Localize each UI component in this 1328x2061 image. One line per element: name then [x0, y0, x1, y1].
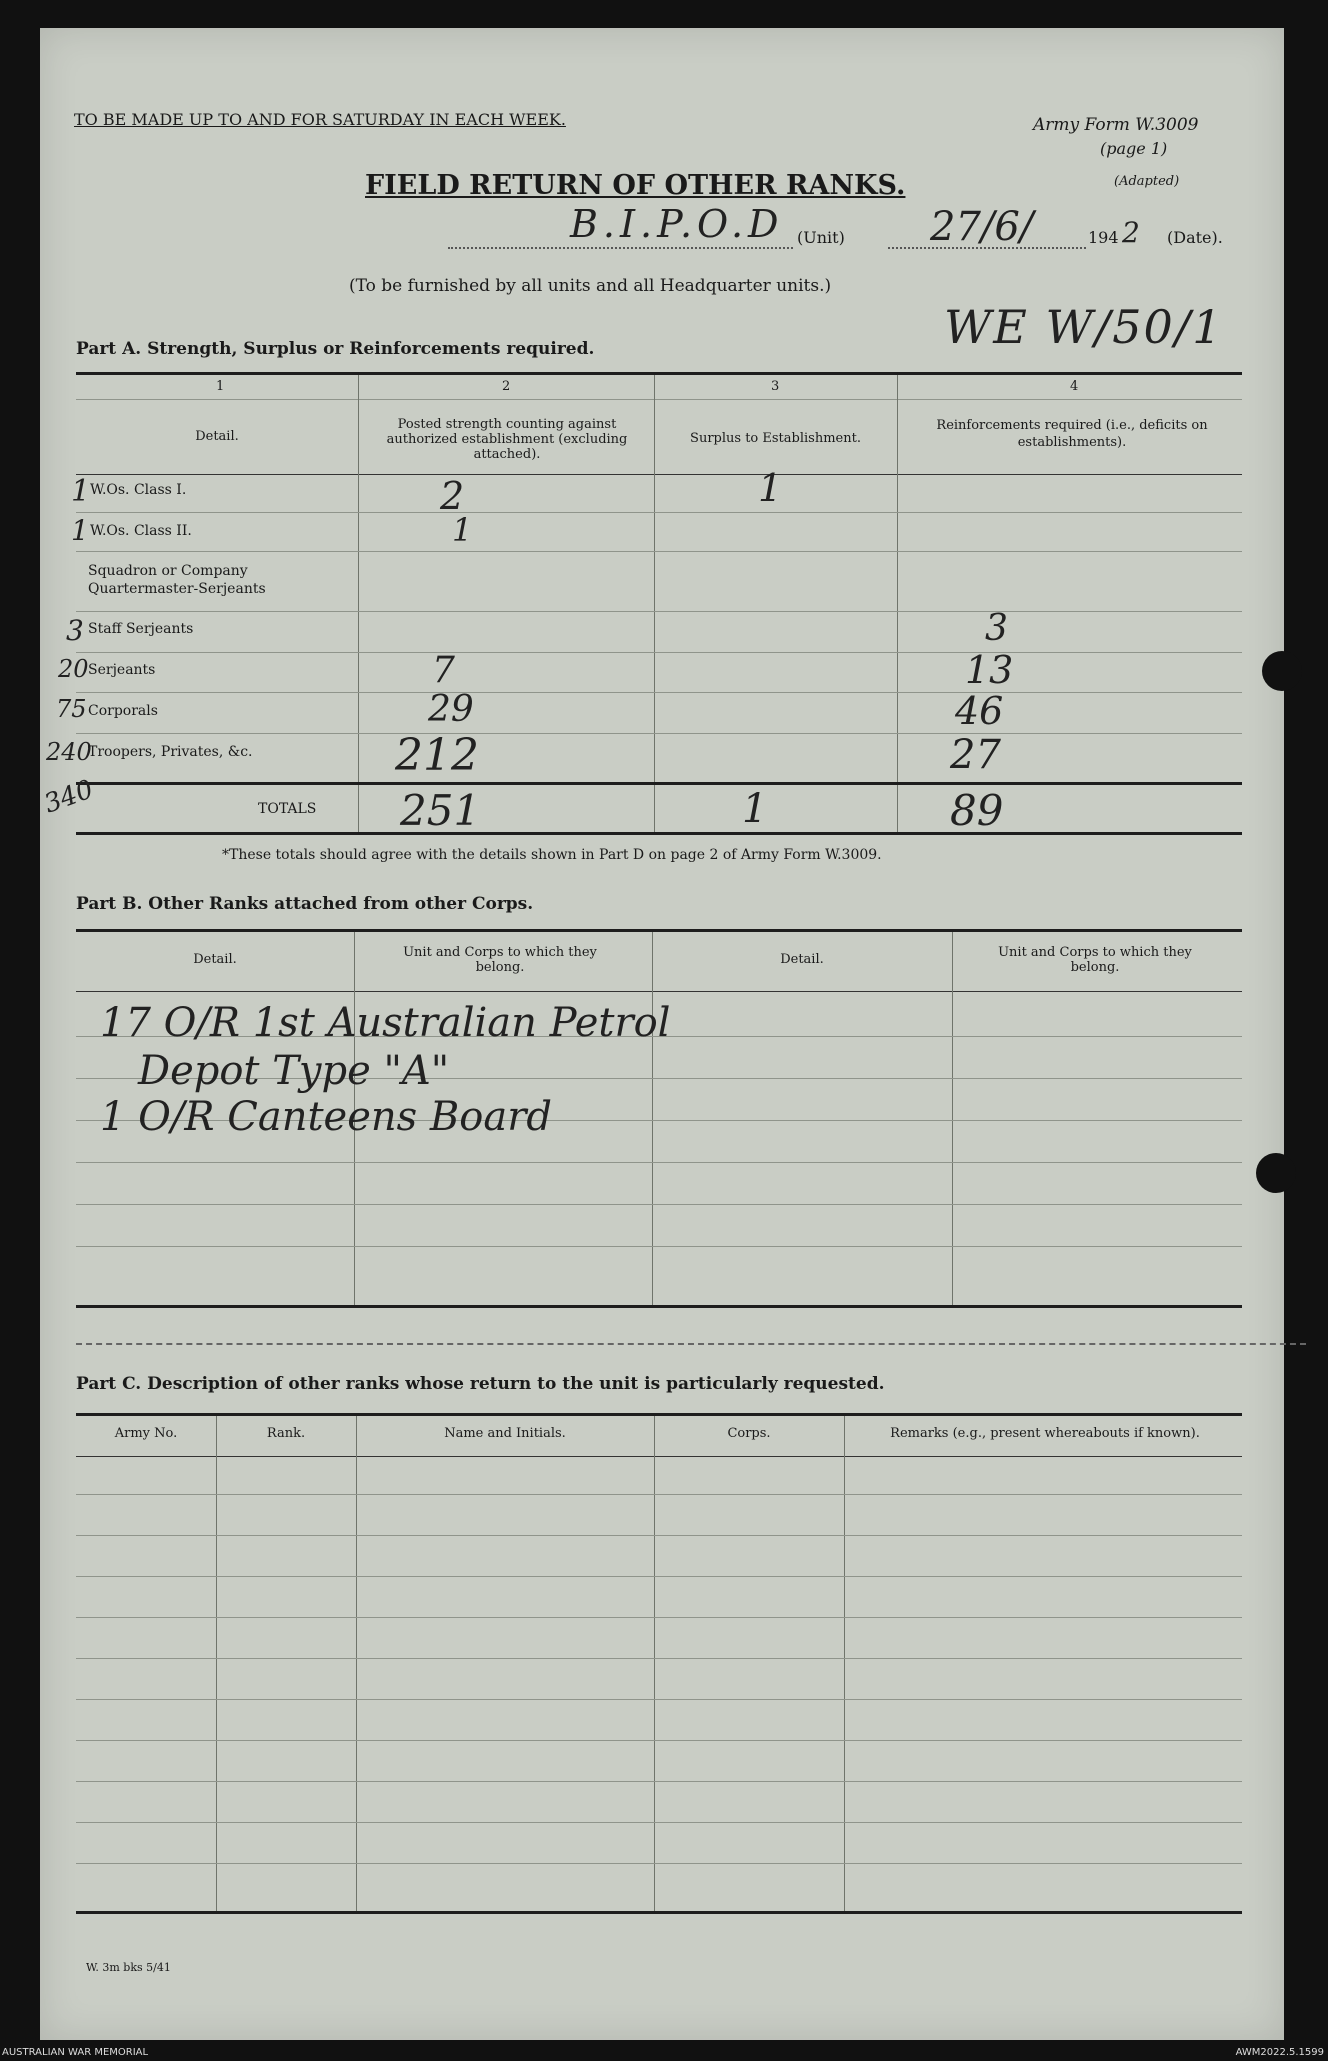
- row-detail: W.Os. Class I.: [90, 482, 187, 498]
- part-b-row-rule: [76, 1162, 1242, 1163]
- archive-footer: [0, 2046, 1328, 2061]
- row-posted: 29: [428, 689, 474, 730]
- totals-margin-number: 340: [40, 774, 98, 820]
- row-posted: 212: [395, 730, 479, 781]
- part-c-row-rule: [76, 1617, 1242, 1618]
- part-b-bottom-rule: [76, 1305, 1242, 1308]
- row-reinforcements: 46: [955, 689, 1004, 733]
- row-rule: [76, 512, 1242, 513]
- part-c-bottom-rule: [76, 1911, 1242, 1914]
- row-rule: [76, 611, 1242, 612]
- row-rule: [76, 652, 1242, 653]
- furnish-note: (To be furnished by all units and all Headquarter units.): [349, 276, 832, 296]
- part-c-col-rank: Rank.: [266, 1426, 306, 1441]
- row-margin-number: 3: [66, 614, 84, 647]
- part-b-header-rule: [76, 991, 1242, 992]
- part-b-col-unit-1: Unit and Corps to which they belong.: [403, 945, 597, 975]
- row-detail: Squadron or Company Quartermaster-Serjeants: [88, 563, 266, 597]
- part-a-heading: Part A. Strength, Surplus or Reinforcements required.: [76, 339, 595, 359]
- part-a-header-rule: [76, 474, 1242, 475]
- date-value: 27/6/: [930, 204, 1034, 250]
- part-c-row-rule: [76, 1822, 1242, 1823]
- totals-surplus: 1: [742, 786, 768, 832]
- form-name: Army Form W.3009: [1033, 115, 1199, 135]
- unit-value: B.I.P.O.D: [570, 202, 784, 246]
- row-detail: W.Os. Class II.: [90, 523, 192, 539]
- col-header-posted: Posted strength counting against authorized establishment (excluding attached).: [386, 417, 628, 462]
- row-detail: Serjeants: [88, 662, 156, 678]
- part-c-heading: Part C. Description of other ranks whose return to the unit is particularly requested.: [76, 1374, 885, 1394]
- part-c-row-rule: [76, 1535, 1242, 1536]
- page-label: (page 1): [1100, 139, 1168, 158]
- part-c-row-rule: [76, 1494, 1242, 1495]
- part-b-heading: Part B. Other Ranks attached from other Corps.: [76, 894, 534, 914]
- col-header-surplus: Surplus to Establishment.: [690, 431, 861, 446]
- attached-line-2: Depot Type "A": [138, 1048, 450, 1094]
- punch-hole-top: [1262, 651, 1302, 691]
- part-b-top-rule: [76, 929, 1242, 932]
- row-margin-number: 240: [46, 738, 92, 766]
- row-detail: Staff Serjeants: [88, 621, 194, 637]
- part-b-row-rule: [76, 1246, 1242, 1247]
- part-c-col-remarks: Remarks (e.g., present whereabouts if known).: [890, 1426, 1200, 1441]
- attached-line-1: 17 O/R 1st Australian Petrol: [100, 1000, 671, 1046]
- part-c-row-rule: [76, 1658, 1242, 1659]
- part-a-number-rule: [76, 399, 1242, 400]
- totals-top-rule: [76, 782, 1242, 785]
- row-rule: [76, 733, 1242, 734]
- row-margin-number: 1: [71, 514, 89, 547]
- archive-footer-left: AUSTRALIAN WAR MEMORIAL: [2, 2047, 149, 2058]
- punch-hole-bottom: [1256, 1153, 1296, 1193]
- part-c-row-rule: [76, 1863, 1242, 1864]
- attached-line-3: 1 O/R Canteens Board: [100, 1094, 552, 1140]
- adapted-label: (Adapted): [1114, 174, 1180, 189]
- part-c-row-rule: [76, 1781, 1242, 1782]
- row-margin-number: 20: [58, 655, 89, 683]
- unit-label: (Unit): [797, 228, 845, 247]
- row-reinforcements: 27: [950, 732, 1001, 778]
- row-posted: 2: [440, 474, 465, 518]
- part-c-top-rule: [76, 1413, 1242, 1416]
- totals-bottom-rule: [76, 832, 1242, 835]
- totals-posted: 251: [400, 786, 481, 835]
- part-c-col-divider-3: [654, 1416, 655, 1914]
- part-c-col-army-no: Army No.: [114, 1426, 178, 1441]
- part-c-row-rule: [76, 1576, 1242, 1577]
- col-number-4: 4: [1070, 379, 1079, 394]
- row-margin-number: 75: [56, 695, 87, 723]
- part-b-col-detail-1: Detail.: [193, 952, 237, 967]
- tear-line: [76, 1343, 1306, 1345]
- part-b-row-rule: [76, 1204, 1242, 1205]
- archive-footer-right: AWM2022.5.1599: [1235, 2047, 1324, 2058]
- print-code: W. 3m bks 5/41: [86, 1961, 171, 1974]
- part-b-col-unit-2: Unit and Corps to which they belong.: [998, 945, 1192, 975]
- year-prefix: 194: [1088, 228, 1119, 247]
- part-c-col-divider-1: [216, 1416, 217, 1914]
- row-posted: 1: [452, 511, 473, 549]
- row-reinforcements: 3: [985, 608, 1008, 649]
- notice-text: TO BE MADE UP TO AND FOR SATURDAY IN EACH WEEK.: [74, 110, 566, 129]
- totals-label: TOTALS: [258, 801, 317, 817]
- part-a-col-divider-3: [897, 375, 898, 834]
- col-number-2: 2: [502, 379, 511, 394]
- part-b-col-detail-2: Detail.: [780, 952, 824, 967]
- col-number-3: 3: [771, 379, 780, 394]
- row-detail: Corporals: [88, 703, 158, 719]
- part-a-footnote: *These totals should agree with the details shown in Part D on page 2 of Army Form W.3009.: [222, 847, 882, 863]
- year-suffix: 2: [1122, 216, 1140, 249]
- row-margin-number: 1: [71, 474, 91, 509]
- we-note: WE W/50/1: [944, 300, 1224, 354]
- totals-reinforcements: 89: [950, 786, 1004, 835]
- col-header-reinforcements: Reinforcements required (i.e., deficits on establishments).: [936, 418, 1208, 450]
- part-c-header-rule: [76, 1456, 1242, 1457]
- row-detail: Troopers, Privates, &c.: [88, 744, 253, 760]
- part-c-row-rule: [76, 1740, 1242, 1741]
- row-rule: [76, 692, 1242, 693]
- form-title: FIELD RETURN OF OTHER RANKS.: [365, 170, 906, 201]
- row-reinforcements: 13: [965, 648, 1014, 692]
- part-c-col-divider-2: [356, 1416, 357, 1914]
- row-posted: 7: [432, 650, 455, 691]
- part-c-col-corps: Corps.: [727, 1426, 771, 1441]
- part-c-row-rule: [76, 1699, 1242, 1700]
- row-rule: [76, 551, 1242, 552]
- col-header-detail: Detail.: [195, 429, 239, 444]
- unit-dotted-line: [448, 247, 793, 249]
- col-number-1: 1: [216, 379, 225, 394]
- part-a-col-divider-1: [358, 375, 359, 834]
- part-c-col-name: Name and Initials.: [444, 1426, 566, 1441]
- part-c-col-divider-4: [844, 1416, 845, 1914]
- row-surplus: 1: [758, 466, 783, 510]
- part-a-top-rule: [76, 372, 1242, 375]
- date-label: (Date).: [1167, 228, 1223, 247]
